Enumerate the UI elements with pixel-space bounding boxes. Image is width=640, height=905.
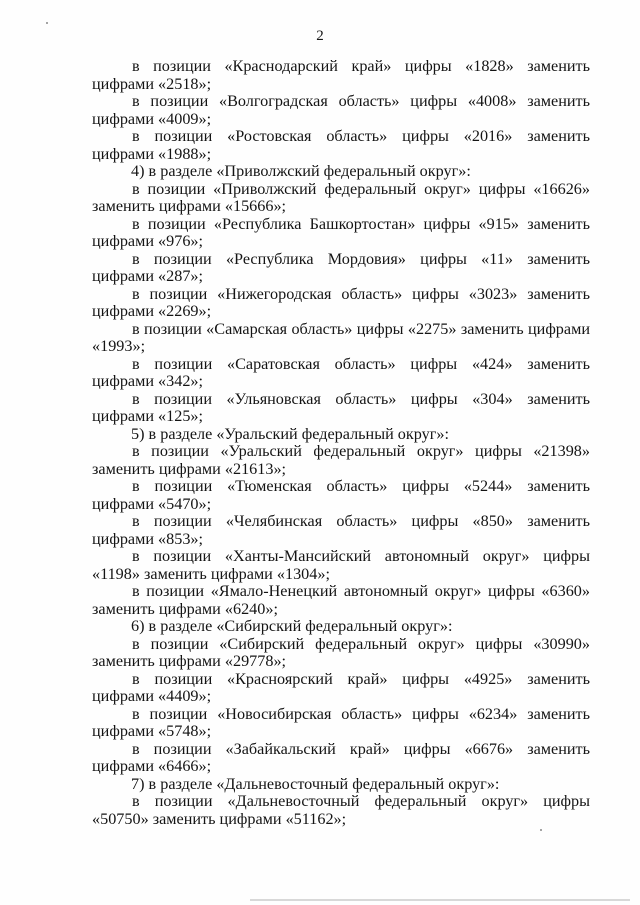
page-number: 2	[316, 28, 324, 44]
amendment-item: в позиции «Красноярский край» цифры «4925» заменить цифрами «4409»;	[92, 669, 590, 705]
section-heading: 6) в разделе «Сибирский федеральный округ»:	[131, 617, 453, 635]
amendment-item: в позиции «Краснодарский край» цифры «1828» заменить цифрами «2518»;	[92, 57, 590, 93]
amendment-item: в позиции «Уральский федеральный округ» цифры «21398» заменить цифрами «21613»;	[92, 442, 590, 478]
scan-speck	[46, 22, 48, 24]
amendment-item: в позиции «Тюменская область» цифры «5244» заменить цифрами «5470»;	[92, 477, 590, 513]
section-heading: 5) в разделе «Уральский федеральный округ»:	[131, 424, 449, 443]
amendment-item: в позиции «Республика Башкортостан» цифры «915» заменить цифрами «976»;	[92, 214, 590, 250]
section-heading: 7) в разделе «Дальневосточный федеральный округ»:	[131, 774, 500, 793]
page-bottom-edge	[250, 899, 630, 901]
scan-speck	[540, 829, 542, 831]
amendment-item: в позиции «Ямало-Ненецкий автономный округ» цифры «6360» заменить цифрами «6240»;	[92, 582, 590, 618]
amendment-item: в позиции «Волгоградская область» цифры «4008» заменить цифрами «4009»;	[92, 92, 590, 128]
amendment-item: в позиции «Нижегородская область» цифры «3023» заменить цифрами «2269»;	[92, 284, 590, 320]
amendment-item: в позиции «Сибирский федеральный округ» цифры «30990» заменить цифрами «29778»;	[92, 634, 590, 670]
document-body	[92, 58, 590, 828]
section-heading: 4) в разделе «Приволжский федеральный округ»:	[131, 162, 471, 180]
amendment-item: в позиции «Дальневосточный федеральный округ» цифры «50750» заменить цифрами «51162»;	[92, 792, 590, 828]
amendment-item: в позиции «Челябинская область» цифры «850» заменить цифрами «853»;	[92, 512, 590, 548]
amendment-item: в позиции «Приволжский федеральный округ» цифры «16626» заменить цифрами «15666»;	[92, 179, 590, 215]
amendment-item: в позиции «Ростовская область» цифры «2016» заменить цифрами «1988»;	[92, 127, 590, 163]
amendment-item: в позиции «Самарская область» цифры «2275» заменить цифрами «1993»;	[92, 319, 590, 355]
amendment-item: в позиции «Ханты-Мансийский автономный округ» цифры «1198» заменить цифрами «1304»;	[92, 547, 590, 583]
amendment-item: в позиции «Ульяновская область» цифры «304» заменить цифрами «125»;	[92, 389, 590, 425]
amendment-item: в позиции «Забайкальский край» цифры «6676» заменить цифрами «6466»;	[92, 739, 590, 775]
amendment-item: в позиции «Новосибирская область» цифры «6234» заменить цифрами «5748»;	[92, 704, 590, 740]
amendment-item: в позиции «Саратовская область» цифры «424» заменить цифрами «342»;	[92, 354, 590, 390]
amendment-item: в позиции «Республика Мордовия» цифры «11» заменить цифрами «287»;	[92, 249, 590, 285]
